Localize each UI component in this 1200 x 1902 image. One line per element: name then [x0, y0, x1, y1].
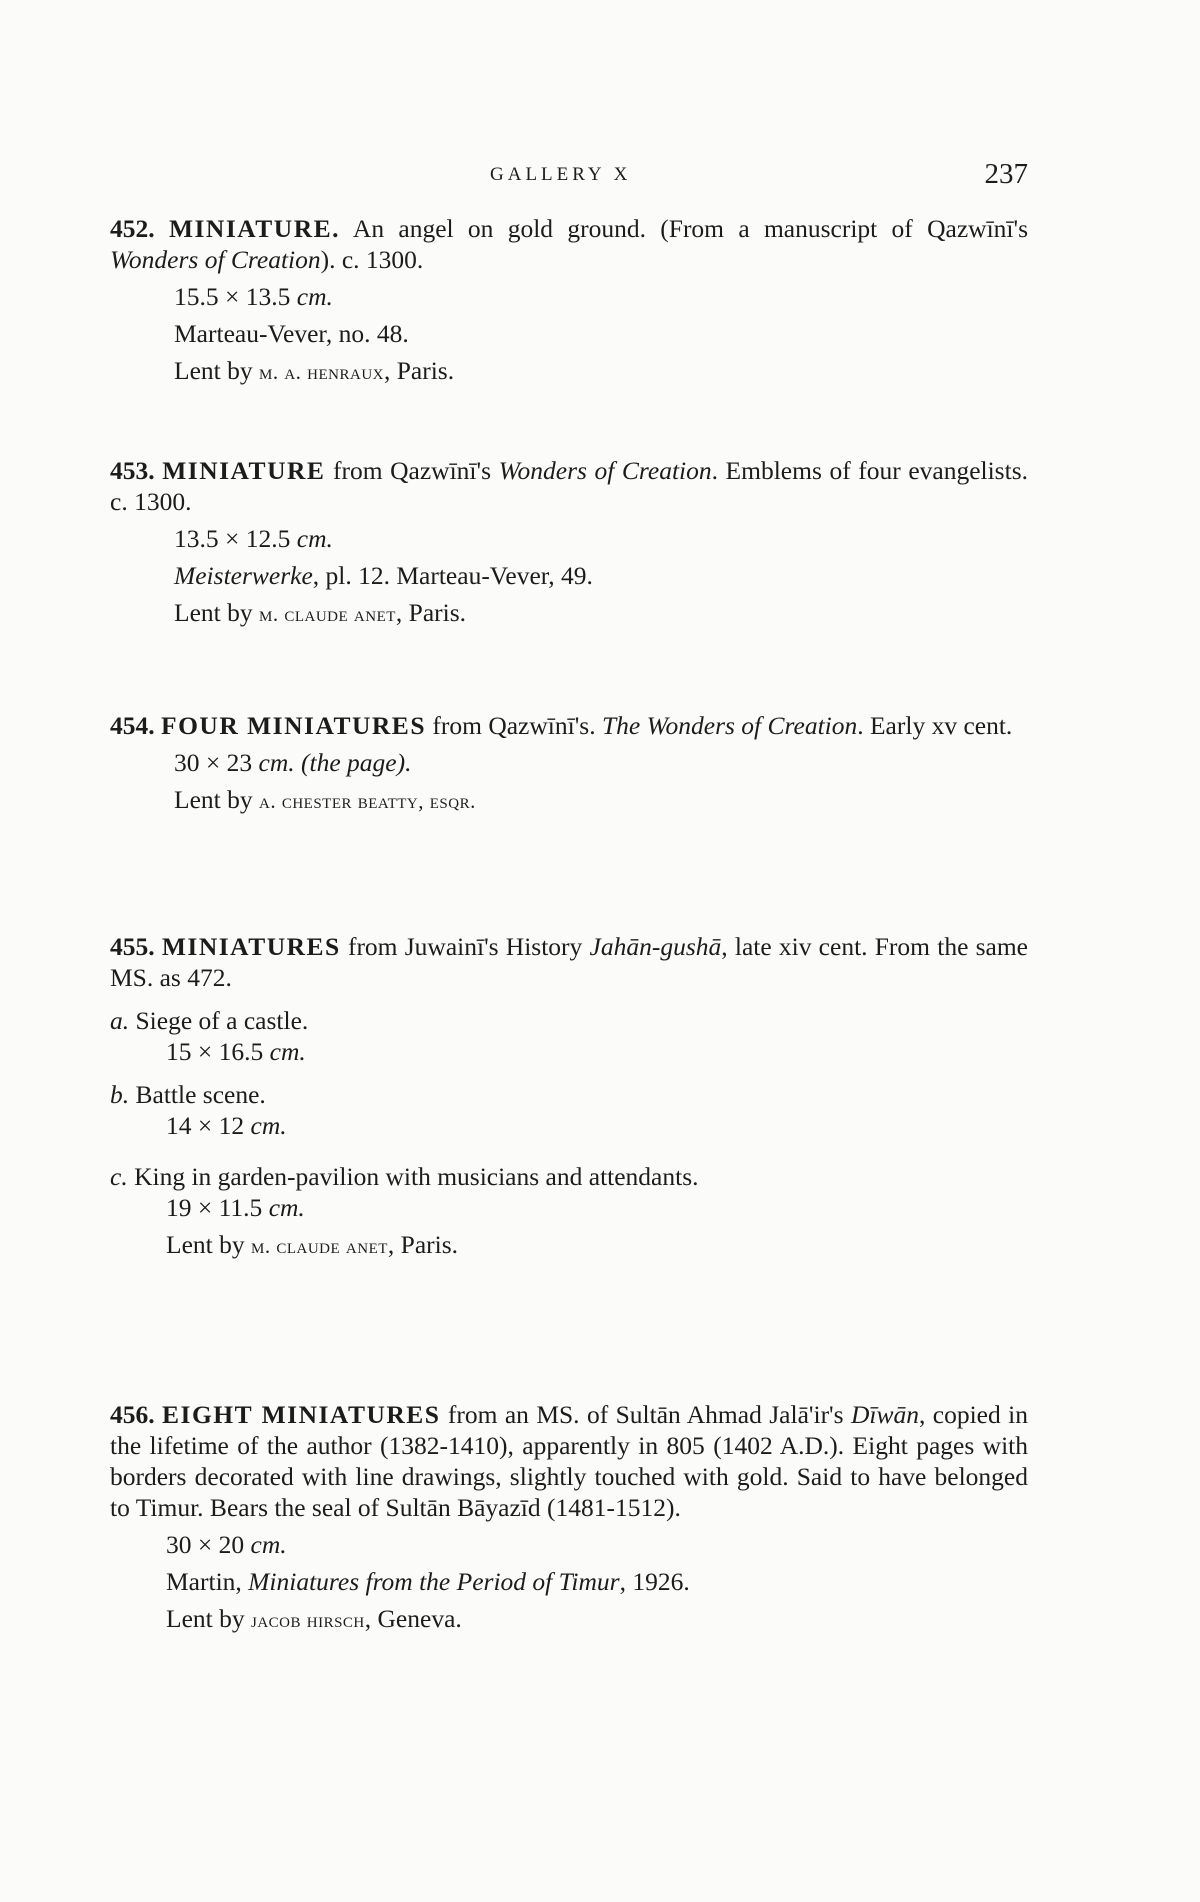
dimensions	[110, 747, 1028, 778]
entry-description	[110, 710, 1028, 741]
dimensions	[110, 1529, 1028, 1560]
dimensions-value: 13.5 × 12.5	[174, 524, 297, 553]
lender-name: m. claude anet	[258, 602, 396, 626]
dimensions-unit: cm.	[250, 1530, 287, 1559]
entry-text-italic: Dīwān	[850, 1400, 919, 1429]
lender-name: m. claude anet	[250, 1234, 388, 1258]
sub-item-a	[110, 1005, 1028, 1036]
entry-title: MINIATURES	[161, 932, 341, 961]
entry-title: EIGHT MINIATURES	[162, 1400, 441, 1429]
sub-item-letter: b.	[110, 1080, 130, 1109]
lender-name: a. chester beatty, esqr.	[258, 789, 476, 813]
entry-description	[110, 931, 1028, 993]
entry-text: . Emblems of four evangelists. c. 1300.	[110, 456, 1028, 516]
entry-text: . Early xv cent.	[857, 711, 1013, 740]
dimensions	[110, 281, 1028, 312]
reference	[110, 560, 1028, 591]
reference: Marteau-Vever, no. 48.	[174, 319, 409, 348]
lender-location: , Paris.	[387, 1230, 459, 1259]
lender-line	[110, 784, 1028, 817]
lender-location: , Paris.	[383, 356, 455, 385]
reference	[110, 1566, 1028, 1597]
entry-text-italic: Wonders of Creation	[498, 456, 712, 485]
lent-by-label: Lent by	[174, 598, 259, 627]
entry-text: from an MS. of Sultān Ahmad Jalā'ir's	[440, 1400, 851, 1429]
lent-by-label: Lent by	[166, 1604, 251, 1633]
entry-text: ). c. 1300.	[320, 245, 424, 274]
page-number: 237	[984, 158, 1028, 190]
sub-item-letter: a.	[110, 1006, 130, 1035]
entry-454	[110, 710, 1028, 817]
dimensions-value: 15 × 16.5	[166, 1037, 270, 1066]
entry-title: MINIATURE	[162, 456, 326, 485]
sub-item-text: Siege of a castle.	[129, 1006, 309, 1035]
entry-description	[110, 1399, 1028, 1523]
lender-location: , Geneva.	[364, 1604, 462, 1633]
entry-453	[110, 455, 1028, 630]
dimensions-unit: cm.	[250, 1111, 287, 1140]
dimensions-unit: cm.	[269, 1037, 306, 1066]
page-header	[0, 158, 1200, 198]
entry-text: from Qazwīnī's.	[426, 711, 602, 740]
dimensions	[110, 1110, 1028, 1141]
entry-number: 454.	[110, 711, 155, 740]
lender-line	[110, 355, 1028, 388]
reference-text: , pl. 12. Marteau-Vever, 49.	[312, 561, 593, 590]
entry-text: , copied in the lifetime of the author (1382-1410), apparently in 805 (1402 A.D.). Eight pages with borders decorated with line drawings, slightly touched with gold. Said to have belonged to Timur. Bears the seal of Sultān Bāyazīd (1481-1512).	[110, 1400, 1028, 1522]
dimensions-value: 19 × 11.5	[166, 1193, 269, 1222]
dimensions-unit: cm.	[268, 1193, 305, 1222]
lent-by-label: Lent by	[166, 1230, 251, 1259]
entry-text: , late xiv cent. From the same MS. as 472.	[110, 932, 1028, 992]
reference-italic: Meisterwerke	[174, 561, 313, 590]
entry-text-italic: The Wonders of Creation	[601, 711, 858, 740]
entry-text: from Qazwīnī's	[325, 456, 499, 485]
reference-text: , 1926.	[619, 1567, 690, 1596]
lender-name: jacob hirsch	[250, 1608, 365, 1632]
lender-name: m. a. henraux	[258, 360, 384, 384]
lender-line	[110, 597, 1028, 630]
dimensions-unit: cm.	[296, 282, 333, 311]
sub-item-b	[110, 1079, 1028, 1110]
reference-text: Martin,	[166, 1567, 249, 1596]
dimensions-value: 30 × 23	[174, 748, 259, 777]
entry-description	[110, 213, 1028, 275]
dimensions	[110, 1036, 1028, 1067]
dimensions-value: 30 × 20	[166, 1530, 251, 1559]
entry-title: MINIATURE.	[168, 214, 341, 243]
entry-text-italic: Wonders of Creation	[110, 245, 321, 274]
entry-number: 452.	[110, 214, 155, 243]
entry-number: 453.	[110, 456, 155, 485]
entry-452	[110, 213, 1028, 388]
lender-line	[110, 1229, 1028, 1262]
sub-item-text: Battle scene.	[129, 1080, 266, 1109]
dimensions	[110, 1192, 1028, 1223]
entry-456	[110, 1399, 1028, 1636]
entry-text-italic: Jahān-gushā	[589, 932, 722, 961]
entry-number: 455.	[110, 932, 155, 961]
lender-location: , Paris.	[395, 598, 467, 627]
sub-item-text: King in garden-pavilion with musicians and attendants.	[127, 1162, 699, 1191]
dimensions	[110, 523, 1028, 554]
lent-by-label: Lent by	[174, 356, 259, 385]
lent-by-label: Lent by	[174, 785, 259, 814]
dimensions-unit: cm.	[296, 524, 333, 553]
entry-text: from Juwainī's History	[340, 932, 590, 961]
entry-title: FOUR MINIATURES	[161, 711, 426, 740]
lender-line	[110, 1603, 1028, 1636]
running-head: GALLERY X	[490, 164, 632, 185]
dimensions-unit: cm. (the page).	[258, 748, 412, 777]
dimensions-value: 15.5 × 13.5	[174, 282, 297, 311]
reference-italic: Miniatures from the Period of Timur	[248, 1567, 620, 1596]
entry-455	[110, 931, 1028, 1262]
sub-item-c	[110, 1161, 1028, 1192]
entry-description	[110, 455, 1028, 517]
dimensions-value: 14 × 12	[166, 1111, 251, 1140]
entry-number: 456.	[110, 1400, 155, 1429]
sub-item-letter: c.	[110, 1162, 128, 1191]
entry-text: An angel on gold ground. (From a manuscript of Qazwīnī's	[340, 214, 1029, 243]
